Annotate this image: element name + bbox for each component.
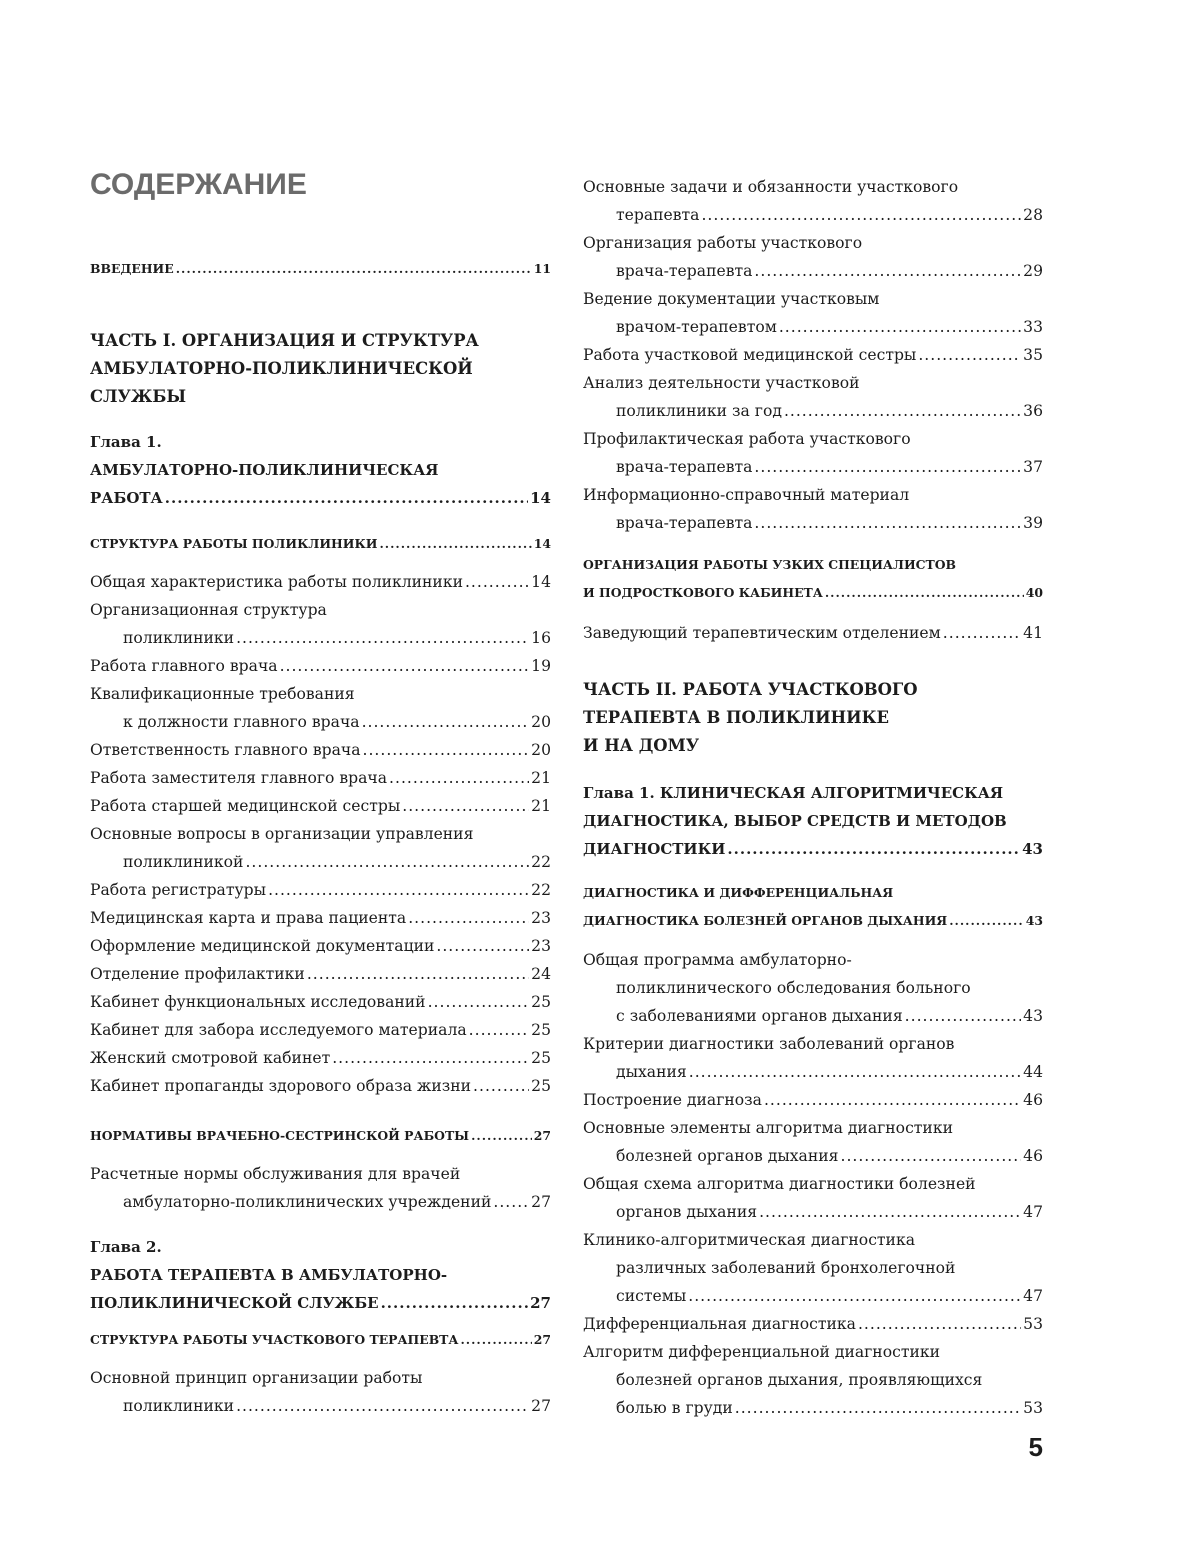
toc-entry-text: Профилактическая работа участкового [583,430,911,448]
toc-entry-text: врача-терапевта [616,458,753,476]
toc-entry-text: Основные задачи и обязанности участкового [583,178,959,196]
toc-page-number: 22 [531,881,551,899]
toc-entry-text: Работа регистратуры [90,881,267,899]
toc-page-number: 43 [1022,840,1043,858]
toc-page-number: 24 [531,965,551,983]
toc-entry-text: Работа старшей медицинской сестры [90,797,401,815]
toc-entry-text: Организационная структура [90,601,327,619]
toc-entry [90,1326,551,1354]
toc-page-number: 40 [1025,585,1043,600]
toc-entry-text: СТРУКТУРА РАБОТЫ ПОЛИКЛИНИКИ [90,536,378,551]
toc-entry-text: врачом-терапевтом [616,318,777,336]
toc-entry-text: ДИАГНОСТИКА БОЛЕЗНЕЙ ОРГАНОВ ДЫХАНИЯ [583,913,948,928]
toc-entry-text: Кабинет пропаганды здорового образа жизни [90,1077,472,1095]
toc-entry-text: Глава 2. [90,1238,162,1256]
toc-entry-text: Заведующий терапевтическим отделением [583,624,941,642]
leader-dots [363,736,530,764]
toc-entry [90,736,551,764]
toc-entry [90,932,551,960]
toc-page-number: 27 [533,1128,551,1143]
toc-page-number: 14 [533,536,551,551]
toc-title: СОДЕРЖАНИЕ [90,168,307,201]
toc-page-number: 29 [1023,262,1043,280]
toc-entry-text: Общая программа амбулаторно- [583,951,852,969]
toc-page-number: 23 [531,937,551,955]
toc-entry-text: АМБУЛАТОРНО-ПОЛИКЛИНИЧЕСКАЯ [90,461,439,479]
toc-entry-text: ДИАГНОСТИКА И ДИФФЕРЕНЦИАЛЬНАЯ [583,885,894,900]
toc-entry [90,988,551,1016]
toc-entry-text: РАБОТА ТЕРАПЕВТА В АМБУЛАТОРНО- [90,1266,448,1284]
leader-dots [332,1044,529,1072]
toc-entry [583,551,1043,607]
toc-entry-text: поликлиники [123,629,235,647]
toc-entry [583,1170,1043,1226]
toc-page-number: 36 [1023,402,1043,420]
leader-dots [280,652,530,680]
toc-entry-text: Дифференциальная диагностика [583,1315,856,1333]
leader-dots [307,960,529,988]
leader-dots [471,1122,532,1150]
toc-entry-text: к должности главного врача [123,713,360,731]
toc-entry-text: ПОЛИКЛИНИЧЕСКОЙ СЛУЖБЕ [90,1294,379,1312]
toc-entry-text: И НА ДОМУ [583,736,700,755]
toc-entry [583,481,1043,537]
toc-entry-text: с заболеваниями органов дыхания [616,1007,903,1025]
toc-entry [90,568,551,596]
toc-entry-text: Медицинская карта и права пациента [90,909,407,927]
leader-dots [918,341,1021,369]
leader-dots [460,1326,531,1354]
toc-entry [90,1233,551,1317]
toc-entry-text: Информационно-справочный материал [583,486,910,504]
toc-page-number: 27 [533,1332,551,1347]
toc-entry-text: дыхания [616,1063,687,1081]
leader-dots [379,530,531,558]
leader-dots [840,1142,1021,1170]
toc-entry-text: Алгоритм дифференциальной диагностики [583,1343,940,1361]
toc-entry [583,1086,1043,1114]
toc-entry [583,946,1043,1030]
leader-dots [779,313,1021,341]
toc-entry-text: ТЕРАПЕВТА В ПОЛИКЛИНИКЕ [583,708,890,727]
leader-dots [754,453,1021,481]
toc-page-number: 43 [1025,913,1043,928]
toc-entry-text: СЛУЖБЫ [90,387,187,406]
toc-entry [583,229,1043,285]
toc-entry [583,619,1043,647]
toc-entry-text: Общая характеристика работы поликлиники [90,573,463,591]
toc-page-number: 16 [531,629,551,647]
toc-entry-text: Работа участковой медицинской сестры [583,346,917,364]
toc-entry [583,425,1043,481]
toc-page-number: 14 [531,573,551,591]
toc-entry [90,1072,551,1100]
toc-entry [90,820,551,876]
leader-dots [754,509,1021,537]
leader-dots [754,257,1021,285]
toc-entry-text: Расчетные нормы обслуживания для врачей [90,1165,461,1183]
toc-entry [583,1030,1043,1086]
toc-page-number: 27 [531,1397,551,1415]
toc-page-number: 25 [531,1021,551,1039]
toc-page-number: 25 [531,1049,551,1067]
toc-entry [90,1016,551,1044]
toc-entry [90,680,551,736]
toc-page-number: 44 [1023,1063,1043,1081]
toc-entry-text: ЧАСТЬ II. РАБОТА УЧАСТКОВОГО [583,680,918,699]
toc-entry-text: Основные вопросы в организации управления [90,825,474,843]
toc-entry-text: Отделение профилактики [90,965,305,983]
leader-dots [465,568,529,596]
toc-page-number: 27 [530,1294,551,1312]
toc-entry-text: ЧАСТЬ I. ОРГАНИЗАЦИЯ И СТРУКТУРА [90,331,479,350]
toc-entry-text: Клинико-алгоритмическая диагностика [583,1231,915,1249]
leader-dots [493,1188,529,1216]
toc-entry [583,173,1043,229]
toc-entry-text: ДИАГНОСТИКА, ВЫБОР СРЕДСТВ И МЕТОДОВ [583,812,1007,830]
toc-entry [90,530,551,558]
toc-entry-text: болью в груди [616,1399,733,1417]
page-number: 5 [1028,1432,1043,1462]
leader-dots [473,1072,529,1100]
toc-entry [90,792,551,820]
toc-entry-text: Глава 1. [90,433,162,451]
leader-dots [428,988,530,1016]
toc-entry-text: органов дыхания [616,1203,758,1221]
leader-dots [389,764,529,792]
toc-entry [583,1114,1043,1170]
toc-entry-text: амбулаторно-поликлинических учреждений [123,1193,492,1211]
leader-dots [784,397,1021,425]
toc-page-number: 47 [1023,1287,1043,1305]
toc-entry-text: РАБОТА [90,489,163,507]
toc-page-number: 47 [1023,1203,1043,1221]
toc-entry-text: болезней органов дыхания [616,1147,839,1165]
toc-page-number: 14 [530,489,551,507]
toc-entry-text: ВВЕДЕНИЕ [90,261,174,276]
toc-entry-text: Ответственность главного врача [90,741,361,759]
toc-entry [90,1044,551,1072]
toc-entry [90,255,551,283]
leader-dots [689,1058,1021,1086]
toc-page-number: 11 [533,261,551,276]
toc-page-number: 25 [531,993,551,1011]
toc-entry [90,428,551,512]
leader-dots [436,932,529,960]
toc-entry [90,876,551,904]
toc-entry-text: поликлинического обследования больного [616,979,971,997]
toc-page-number: 35 [1023,346,1043,364]
leader-dots [469,1016,530,1044]
leader-dots [236,1392,529,1420]
leader-dots [408,904,529,932]
toc-entry-text: Кабинет для забора исследуемого материала [90,1021,467,1039]
toc-entry [90,327,551,406]
toc-entry [90,904,551,932]
toc-entry-text: Ведение документации участковым [583,290,880,308]
leader-dots [362,708,530,736]
toc-page-number: 46 [1023,1091,1043,1109]
leader-dots [701,201,1021,229]
toc-entry-text: АМБУЛАТОРНО-ПОЛИКЛИНИЧЕСКОЙ [90,359,473,378]
toc-page-number: 37 [1023,458,1043,476]
toc-page-number: 43 [1023,1007,1043,1025]
toc-page-number: 21 [531,797,551,815]
toc-entry-text: болезней органов дыхания, проявляющихся [616,1371,983,1389]
toc-entry [583,879,1043,935]
leader-dots [905,1002,1021,1030]
toc-entry-text: Квалификационные требования [90,685,355,703]
toc-entry [583,1310,1043,1338]
toc-page-number: 20 [531,713,551,731]
toc-entry-text: Критерии диагностики заболеваний органов [583,1035,955,1053]
toc-entry [90,764,551,792]
toc-entry [583,341,1043,369]
leader-dots [949,907,1024,935]
toc-entry-text: Построение диагноза [583,1091,762,1109]
leader-dots [759,1198,1021,1226]
toc-entry-text: Работа заместителя главного врача [90,769,388,787]
toc-entry [583,779,1043,863]
toc-entry-text: ДИАГНОСТИКИ [583,840,726,858]
toc-entry [90,1122,551,1150]
toc-entry-text: врача-терапевта [616,514,753,532]
toc-page-number: 53 [1023,1399,1043,1417]
toc-entry [583,676,1043,755]
toc-page-number: 19 [531,657,551,675]
toc-entry-text: Основные элементы алгоритма диагностики [583,1119,953,1137]
leader-dots [943,619,1021,647]
toc-page-number: 25 [531,1077,551,1095]
leader-dots [858,1310,1021,1338]
toc-entry-text: ОРГАНИЗАЦИЯ РАБОТЫ УЗКИХ СПЕЦИАЛИСТОВ [583,557,957,572]
toc-page-number: 53 [1023,1315,1043,1333]
toc-entry-text: Кабинет функциональных исследований [90,993,426,1011]
toc-entry [90,1364,551,1420]
toc-entry-text: Оформление медицинской документации [90,937,435,955]
toc-entry-text: системы [616,1287,687,1305]
toc-entry-text: Основной принцип организации работы [90,1369,423,1387]
toc-page-number: 41 [1023,624,1043,642]
toc-page-number: 23 [531,909,551,927]
toc-entry-text: СТРУКТУРА РАБОТЫ УЧАСТКОВОГО ТЕРАПЕВТА [90,1332,459,1347]
toc-entry-text: поликлиникой [123,853,244,871]
toc-page-number: 27 [531,1193,551,1211]
toc-entry-text: терапевта [616,206,700,224]
toc-page-number: 39 [1023,514,1043,532]
leader-dots [268,876,529,904]
leader-dots [825,579,1024,607]
leader-dots [727,835,1020,863]
toc-entry-text: различных заболеваний бронхолегочной [616,1259,956,1277]
toc-entry [90,1160,551,1216]
toc-entry [90,960,551,988]
toc-entry-text: врача-терапевта [616,262,753,280]
toc-entry-text: Женский смотровой кабинет [90,1049,331,1067]
toc-page-number: 20 [531,741,551,759]
toc-entry-text: Общая схема алгоритма диагностики болезней [583,1175,976,1193]
toc-entry [90,596,551,652]
leader-dots [735,1394,1021,1422]
toc-entry [583,1338,1043,1422]
toc-page-number: 28 [1023,206,1043,224]
leader-dots [764,1086,1021,1114]
toc-entry-text: Анализ деятельности участковой [583,374,860,392]
leader-dots [236,624,529,652]
toc-entry-text: Глава 1. КЛИНИЧЕСКАЯ АЛГОРИТМИЧЕСКАЯ [583,784,1004,802]
leader-dots [245,848,529,876]
toc-entry [90,652,551,680]
leader-dots [402,792,529,820]
toc-entry [583,285,1043,341]
toc-page-number: 21 [531,769,551,787]
toc-page-number: 22 [531,853,551,871]
leader-dots [176,255,532,283]
toc-entry-text: Организация работы участкового [583,234,863,252]
toc-entry-text: поликлиники за год [616,402,782,420]
toc-entry-text: поликлиники [123,1397,235,1415]
toc-page-number: 33 [1023,318,1043,336]
toc-entry-text: И ПОДРОСТКОВОГО КАБИНЕТА [583,585,823,600]
leader-dots [165,484,528,512]
leader-dots [688,1282,1021,1310]
toc-entry [583,369,1043,425]
toc-entry-text: Работа главного врача [90,657,278,675]
toc-page-number: 46 [1023,1147,1043,1165]
leader-dots [381,1289,529,1317]
toc-entry [583,1226,1043,1310]
toc-entry-text: НОРМАТИВЫ ВРАЧЕБНО-СЕСТРИНСКОЙ РАБОТЫ [90,1128,470,1143]
